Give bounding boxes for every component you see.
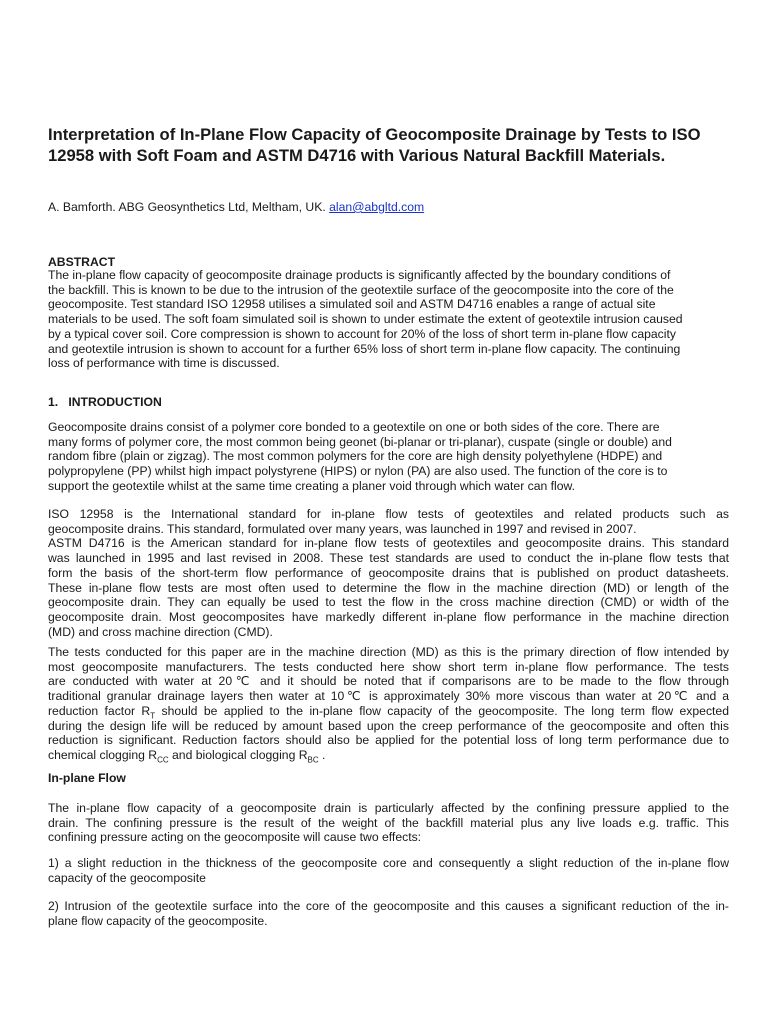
text-line: reduction is significant. Reduction factors should also be applied for the potential loss of long term performance due to: [48, 733, 729, 748]
text-line: geocomposite drain. Most geocomposites have markedly different in-plane flow performance in the machine direction: [48, 609, 729, 624]
text-line: was launched in 1995 and last revised in 2008. These test standards are used to conduct the in-plane flow tests that: [48, 551, 729, 566]
text-line: are conducted with water at 20℃ and it should be noted that if comparisons are to be made to the flow through: [48, 674, 729, 689]
text-line: form the basis of the short-term flow performance of geocomposite drains that is published on product datasheets.: [48, 565, 729, 580]
text-line: The in-plane flow capacity of a geocomposite drain is particularly affected by the confining pressure applied to the: [48, 801, 729, 815]
author-email-link[interactable]: alan@abgltd.com: [329, 200, 425, 214]
text-fragment: should be applied to the in-plane flow capacity of the geocomposite. The long term flow expected: [155, 703, 729, 718]
text-line: confining pressure acting on the geocomposite will cause two effects:: [48, 830, 422, 845]
text-line: most geocomposite manufacturers. The tests conducted here show short term in-plane flow performance. The tests: [48, 659, 729, 674]
abstract-heading: ABSTRACT: [48, 255, 116, 269]
abstract-line: and geotextile intrusion is shown to account for a further 65% loss of short term in-plane flow capacity. The continuing: [48, 341, 681, 356]
subscript: CC: [157, 755, 169, 765]
subscript: BC: [307, 755, 319, 765]
subscript: T: [150, 711, 156, 721]
text-line: [48, 704, 729, 719]
text-line: geocomposite drain. They can equally be used to test the flow in the cross machine direction (CMD) or width of the: [48, 595, 729, 610]
text-line: These in-plane flow tests are most often used to determine the flow in the machine direction (MD) or length of the: [48, 580, 729, 595]
abstract-line: the backfill. This is known to be due to the intrusion of the geotextile surface of the geocomposite into the core of the: [48, 282, 674, 297]
abstract-line: materials to be used. The soft foam simulated soil is shown to under estimate the extent of geotextile intrusion caused: [48, 312, 683, 327]
abstract-line: The in-plane flow capacity of geocomposite drainage products is significantly affected by the boundary conditions of: [48, 268, 671, 282]
text-line: ASTM D4716 is the American standard for in-plane flow tests of geotextiles and geocomposite drains. This standard: [48, 536, 729, 551]
text-line: drain. The confining pressure is the result of the weight of the backfill material plus any live loads e.g. traffic. This: [48, 815, 729, 830]
text-line: polypropylene (PP) whilst high impact polystyrene (HIPS) or nylon (PA) are also used. The function of the core is to: [48, 464, 668, 479]
abstract-line: loss of performance with time is discussed.: [48, 356, 280, 371]
text-line: ISO 12958 is the International standard for in-plane flow tests of geotextiles and related products such as: [48, 507, 729, 521]
text-line: Geocomposite drains consist of a polymer core bonded to a geotextile on one or both sides of the core. There are: [48, 420, 660, 434]
text-fragment: reduction factor R: [48, 703, 151, 718]
intro-paragraph-1: [48, 420, 729, 494]
inplane-paragraph-3: [48, 899, 729, 928]
inplane-flow-heading: In-plane Flow: [48, 771, 126, 785]
abstract-text: [48, 268, 729, 371]
text-line: 2) Intrusion of the geotextile surface into the core of the geocomposite and this causes a significant reduction of the in-: [48, 899, 729, 913]
author-line: [48, 200, 424, 214]
text-line: [48, 748, 729, 763]
text-fragment: and biological clogging R: [168, 747, 308, 762]
text-line: traditional granular drainage layers then water at 10℃ is approximately 30% more viscous than water at 20℃ and a: [48, 689, 729, 704]
inplane-paragraph-1: [48, 801, 729, 845]
text-line: 1) a slight reduction in the thickness of the geocomposite core and consequently a slight reduction of the in-plane flow: [48, 856, 729, 870]
text-line: plane flow capacity of the geocomposite.: [48, 913, 268, 928]
abstract-line: by a typical cover soil. Core compression is shown to account for 20% of the loss of short term in-plane flow capacity: [48, 326, 676, 341]
intro-paragraph-3: [48, 645, 729, 763]
text-fragment: .: [318, 747, 326, 762]
paper-title: Interpretation of In-Plane Flow Capacity of Geocomposite Drainage by Tests to ISO 12958 with Soft Foam and ASTM D4716 with Various Natural Backfill Materials.: [48, 125, 701, 165]
text-line: many forms of polymer core, the most common being geonet (bi-planar or tri-planar), cuspate (single or double) and: [48, 434, 672, 449]
text-line: random fibre (plain or zigzag). The most common polymers for the core are high density polyethylene (HDPE) and: [48, 449, 663, 464]
introduction-heading: 1. INTRODUCTION: [48, 395, 162, 409]
text-line: capacity of the geocomposite: [48, 870, 206, 885]
text-line: during the design life will be reduced by amount based upon the creep performance of the geocomposite and often this: [48, 718, 729, 733]
intro-paragraph-2: [48, 507, 729, 639]
text-line: support the geotextile whilst at the same time creating a planer void through which water can flow.: [48, 478, 576, 493]
text-fragment: chemical clogging R: [48, 747, 158, 762]
author-affiliation: A. Bamforth. ABG Geosynthetics Ltd, Meltham, UK.: [48, 200, 326, 214]
text-line: geocomposite drains. This standard, formulated over many years, was launched in 1997 and revised in 2007.: [48, 521, 637, 536]
inplane-paragraph-2: [48, 856, 729, 885]
text-line: (MD) and cross machine direction (CMD).: [48, 624, 273, 639]
abstract-line: geocomposite. Test standard ISO 12958 utilises a simulated soil and ASTM D4716 enables a range of actual site: [48, 297, 656, 312]
text-line: The tests conducted for this paper are in the machine direction (MD) as this is the primary direction of flow intended by: [48, 645, 729, 659]
